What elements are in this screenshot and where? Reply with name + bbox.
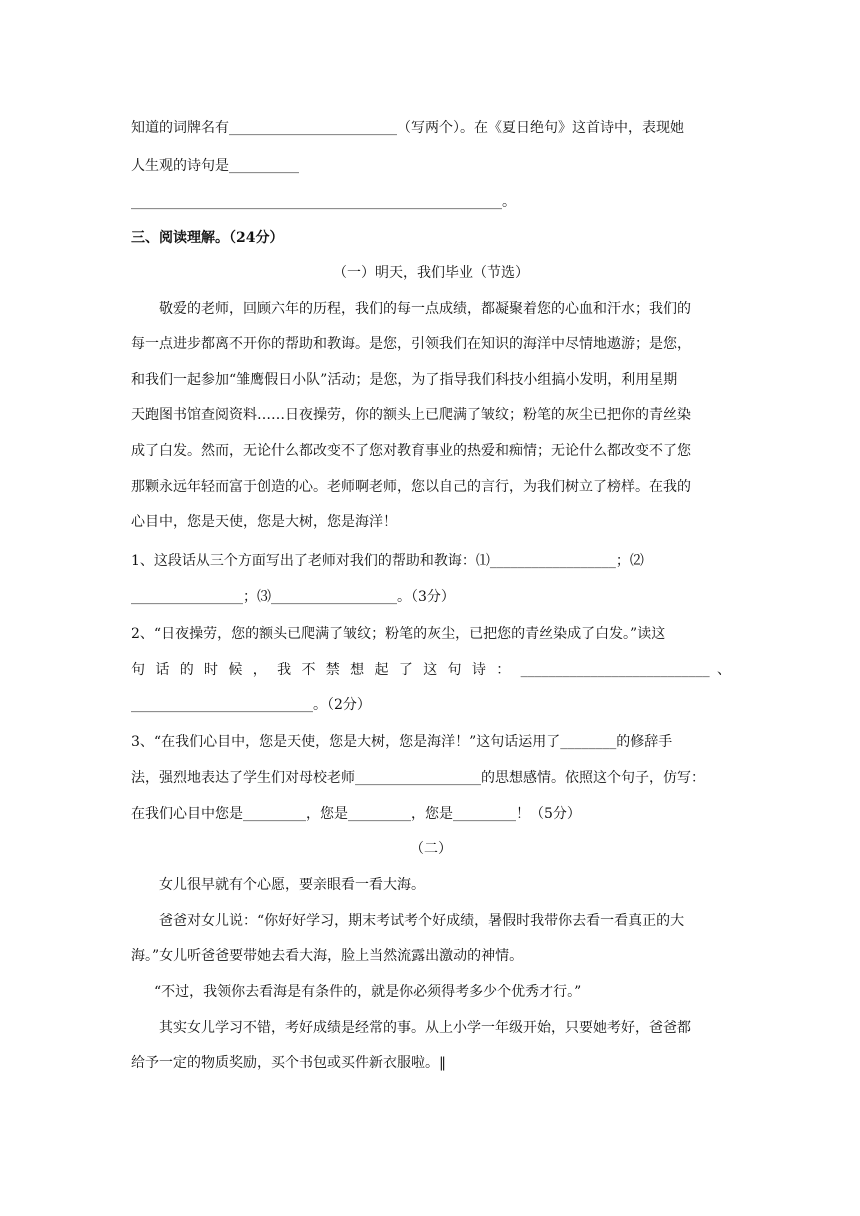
text-line: 人生观的诗句是__________ <box>131 158 299 174</box>
question-2-blank: __________________________。（2分） <box>131 697 371 713</box>
paragraph-line: 那颗永远年轻而富于创造的心。老师啊老师，您以自己的言行，为我们树立了榜样。在我的 <box>131 479 691 495</box>
paragraph-line: 海。”女儿听爸爸要带她去看大海，脸上当然流露出激动的神情。 <box>131 948 524 964</box>
question-3: 3、“在我们心目中，您是天使，您是大树，您是海洋！”这句话运用了________的修辞手 <box>131 734 673 750</box>
paragraph-line: 每一点进步都离不开你的帮助和教诲。是您，引领我们在知识的海洋中尽情地遨游；是您， <box>131 336 691 352</box>
paragraph-line: 天跑图书馆查阅资料……日夜操劳，你的额头上已爬满了皱纹；粉笔的灰尘已把你的青丝染 <box>131 407 691 423</box>
question-1-cont: ________________；⑶__________________。（3分） <box>131 589 455 605</box>
paragraph-line: 成了白发。然而，无论什么都改变不了您对教育事业的热爱和痴情；无论什么都改变不了您 <box>131 443 691 459</box>
question-2: 2、“日夜操劳，您的额头已爬满了皱纹；粉笔的灰尘，已把您的青丝染成了白发。”读这 <box>131 626 666 642</box>
paragraph-line: 爸爸对女儿说：“你好好学习，期末考试考个好成绩，暑假时我带你去看一看真正的大 <box>159 913 685 929</box>
paragraph-line: 和我们一起参加“雏鹰假日小队”活动；是您，为了指导我们科技小组搞小发明，利用星期 <box>131 372 678 388</box>
text-line: 知道的词牌名有________________________（写两个）。在《夏日绝句》这首诗中，表现她 <box>131 120 684 136</box>
paragraph-line: 给予一定的物质奖励，买个书包或买件新衣服啦。‖ <box>131 1055 446 1071</box>
paragraph-line: “不过，我领你去看海是有条件的，就是你必须得考多少个优秀才行。” <box>154 984 582 1000</box>
passage-2-title: （二） <box>410 841 452 857</box>
answer-blank-line: _____________________________________________________。 <box>131 194 516 210</box>
section-heading: 三、阅读理解。（24分） <box>131 230 284 246</box>
paragraph-line: 敬爱的老师，回顾六年的历程，我们的每一点成绩，都凝聚着您的心血和汗水；我们的 <box>159 301 691 317</box>
paragraph-line: 其实女儿学习不错，考好成绩是经常的事。从上小学一年级开始，只要她考好，爸爸都 <box>159 1020 691 1036</box>
passage-title: （一）明天，我们毕业（节选） <box>333 265 529 281</box>
question-3-imitation: 在我们心目中您是_________，您是_________，您是_________！（5分） <box>131 806 581 822</box>
paragraph-line: 女儿很早就有个心愿，要亲眼看一看大海。 <box>159 877 425 893</box>
question-1: 1、这段话从三个方面写出了老师对我们的帮助和教诲：⑴__________________；⑵ <box>131 553 644 569</box>
question-2-cont: 句 话 的 时 候 ， 我 不 禁 想 起 了 这 句 诗 ： ___________________________ 、 <box>131 662 731 678</box>
paragraph-line: 心目中，您是天使，您是大树，您是海洋！ <box>131 514 397 530</box>
question-3-cont: 法，强烈地表达了学生们对母校老师__________________的思想感情。依照这个句子，仿写： <box>131 770 705 786</box>
